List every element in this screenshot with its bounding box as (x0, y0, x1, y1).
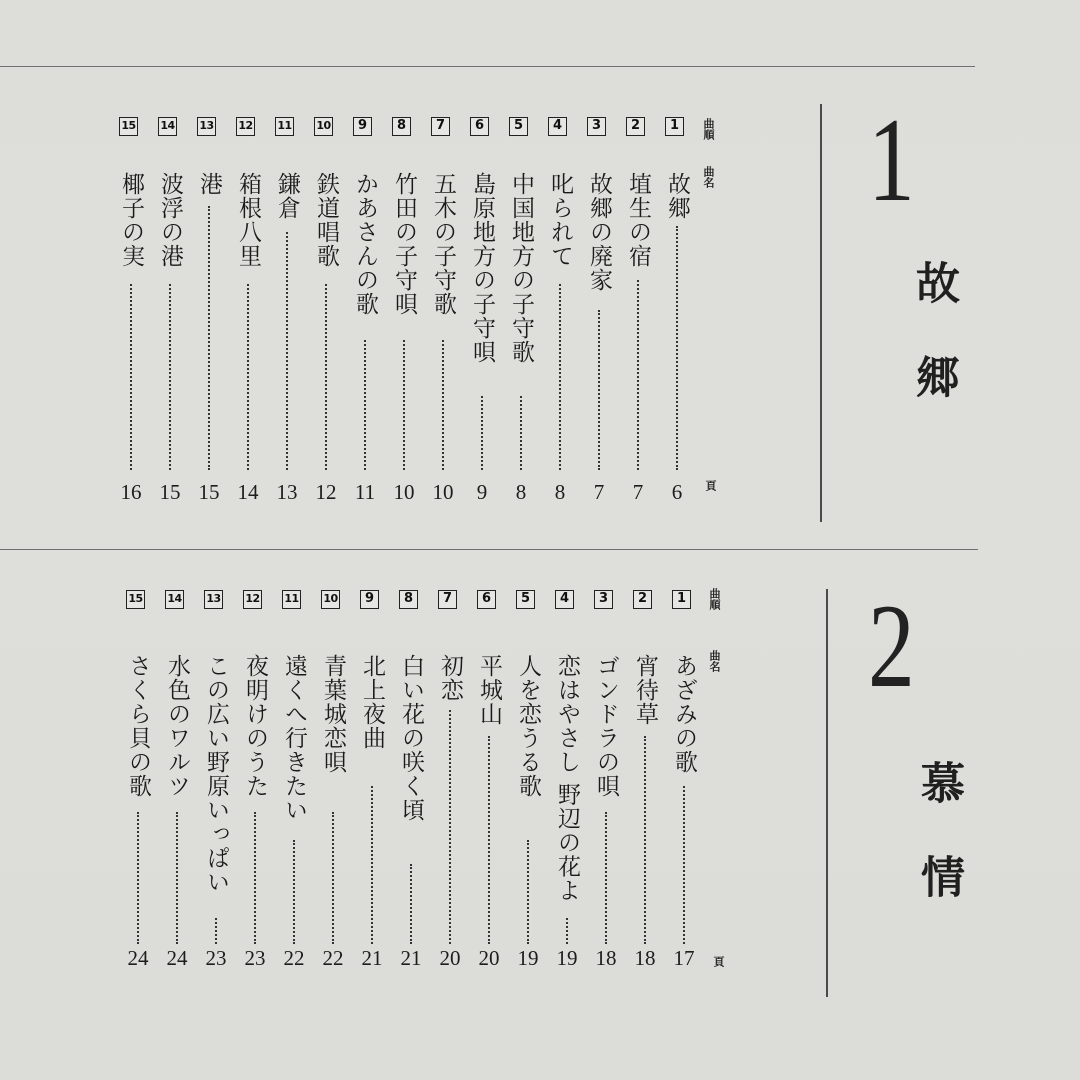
song-number-box: 12 (236, 117, 255, 136)
page-number: 9 (476, 480, 488, 504)
song-number-box: 6 (470, 117, 489, 136)
dot-leader (410, 864, 412, 944)
song-title-link[interactable]: 叱られて (547, 172, 573, 268)
song-number-box: 7 (438, 590, 457, 609)
page-number: 8 (554, 480, 566, 504)
song-number-box: 9 (360, 590, 379, 609)
dot-leader (137, 812, 139, 944)
song-title-link[interactable]: 中国地方の子守歌 (508, 172, 534, 364)
section-number: 1 (868, 93, 915, 226)
song-title-link[interactable]: 鉄道唱歌 (313, 172, 339, 268)
section-vertical-rule (820, 104, 822, 522)
section-vertical-rule (826, 589, 828, 997)
song-title-link[interactable]: 椰子の実 (118, 172, 144, 268)
song-title-link[interactable]: あざみの歌 (671, 654, 697, 774)
header-page-label: 頁 (704, 480, 717, 491)
song-number-box: 14 (165, 590, 184, 609)
page-number: 24 (166, 946, 188, 970)
page-number: 11 (354, 480, 376, 504)
page-number: 15 (198, 480, 220, 504)
dot-leader (403, 340, 405, 470)
song-number-box: 9 (353, 117, 372, 136)
song-number-box: 10 (321, 590, 340, 609)
song-title-link[interactable]: かあさんの歌 (352, 172, 378, 316)
dot-leader (332, 812, 334, 944)
dot-leader (176, 812, 178, 944)
page-number: 17 (673, 946, 695, 970)
song-number-box: 13 (204, 590, 223, 609)
dot-leader (481, 396, 483, 470)
song-title-link[interactable]: 水色のワルツ (164, 654, 190, 798)
dot-leader (598, 310, 600, 470)
dot-leader (488, 736, 490, 944)
page-number: 23 (205, 946, 227, 970)
dot-leader (293, 840, 295, 944)
song-title-link[interactable]: 埴生の宿 (625, 172, 651, 268)
page-number: 20 (439, 946, 461, 970)
section-number: 2 (868, 579, 915, 712)
song-title-link[interactable]: 故郷の廃家 (586, 172, 612, 292)
song-number-box: 1 (672, 590, 691, 609)
song-title-link[interactable]: 港 (196, 172, 222, 196)
page-number: 15 (159, 480, 181, 504)
song-title-link[interactable]: 波浮の港 (157, 172, 183, 268)
page-number: 13 (276, 480, 298, 504)
song-number-box: 11 (282, 590, 301, 609)
header-order-label: 曲順 (708, 588, 721, 610)
song-number-box: 5 (509, 117, 528, 136)
page-number: 22 (283, 946, 305, 970)
song-number-box: 15 (126, 590, 145, 609)
dot-leader (254, 812, 256, 944)
song-number-box: 15 (119, 117, 138, 136)
dot-leader (559, 284, 561, 470)
song-title-link[interactable]: 宵待草 (632, 654, 658, 726)
song-title-link[interactable]: 遠くへ行きたい (281, 654, 307, 822)
page-number: 16 (120, 480, 142, 504)
dot-leader (676, 226, 678, 470)
song-number-box: 8 (399, 590, 418, 609)
dot-leader (637, 280, 639, 470)
dot-leader (449, 710, 451, 944)
page-number: 7 (593, 480, 605, 504)
song-title-link[interactable]: この広い野原いっぱい (203, 654, 229, 894)
dot-leader (364, 340, 366, 470)
page-number: 10 (432, 480, 454, 504)
dot-leader (371, 786, 373, 944)
page-number: 20 (478, 946, 500, 970)
song-number-box: 4 (548, 117, 567, 136)
song-number-box: 3 (587, 117, 606, 136)
song-number-box: 2 (633, 590, 652, 609)
song-number-box: 4 (555, 590, 574, 609)
page-number: 8 (515, 480, 527, 504)
song-title-link[interactable]: ゴンドラの唄 (593, 654, 619, 798)
section-divider (0, 66, 975, 67)
dot-leader (520, 396, 522, 470)
dot-leader (325, 284, 327, 470)
header-title-label: 曲名 (702, 166, 715, 188)
song-number-box: 7 (431, 117, 450, 136)
dot-leader (286, 232, 288, 470)
song-number-box: 5 (516, 590, 535, 609)
dot-leader (566, 918, 568, 944)
page-number: 14 (237, 480, 259, 504)
song-title-link[interactable]: 白い花の咲く頃 (398, 654, 424, 822)
page-number: 24 (127, 946, 149, 970)
page-number: 18 (634, 946, 656, 970)
song-title-link[interactable]: 鎌倉 (274, 172, 300, 220)
dot-leader (644, 736, 646, 944)
song-title-link[interactable]: 故郷 (664, 172, 690, 220)
song-number-box: 14 (158, 117, 177, 136)
dot-leader (605, 812, 607, 944)
page-number: 19 (556, 946, 578, 970)
section-name: 故郷 (908, 260, 959, 448)
page-number: 7 (632, 480, 644, 504)
song-title-link[interactable]: 夜明けのうた (242, 654, 268, 798)
song-number-box: 11 (275, 117, 294, 136)
dot-leader (208, 206, 210, 470)
dot-leader (169, 284, 171, 470)
dot-leader (215, 918, 217, 944)
song-title-link[interactable]: 恋はやさし 野辺の花よ (554, 654, 580, 903)
song-number-box: 6 (477, 590, 496, 609)
page-number: 19 (517, 946, 539, 970)
page-number: 12 (315, 480, 337, 504)
song-title-link[interactable]: 北上夜曲 (359, 654, 385, 750)
song-title-link[interactable]: 五木の子守歌 (430, 172, 456, 316)
section-divider (0, 549, 978, 550)
song-title-link[interactable]: 箱根八里 (235, 172, 261, 268)
dot-leader (130, 284, 132, 470)
dot-leader (527, 840, 529, 944)
page-number: 21 (361, 946, 383, 970)
dot-leader (683, 786, 685, 944)
section-name: 慕情 (913, 760, 964, 948)
page-number: 18 (595, 946, 617, 970)
song-number-box: 13 (197, 117, 216, 136)
header-title-label: 曲名 (708, 650, 721, 672)
song-title-link[interactable]: 竹田の子守唄 (391, 172, 417, 316)
song-number-box: 1 (665, 117, 684, 136)
song-title-link[interactable]: さくら貝の歌 (125, 654, 151, 798)
song-number-box: 10 (314, 117, 333, 136)
song-number-box: 2 (626, 117, 645, 136)
page-number: 22 (322, 946, 344, 970)
page-number: 6 (671, 480, 683, 504)
song-title-link[interactable]: 初恋 (437, 654, 463, 702)
song-title-link[interactable]: 島原地方の子守唄 (469, 172, 495, 364)
header-order-label: 曲順 (702, 118, 715, 140)
page-number: 23 (244, 946, 266, 970)
song-number-box: 3 (594, 590, 613, 609)
page-number: 10 (393, 480, 415, 504)
dot-leader (442, 340, 444, 470)
header-page-label: 頁 (712, 956, 725, 967)
song-number-box: 12 (243, 590, 262, 609)
song-title-link[interactable]: 青葉城恋唄 (320, 654, 346, 774)
song-title-link[interactable]: 平城山 (476, 654, 502, 726)
dot-leader (247, 284, 249, 470)
song-number-box: 8 (392, 117, 411, 136)
page-number: 21 (400, 946, 422, 970)
song-title-link[interactable]: 人を恋うる歌 (515, 654, 541, 798)
